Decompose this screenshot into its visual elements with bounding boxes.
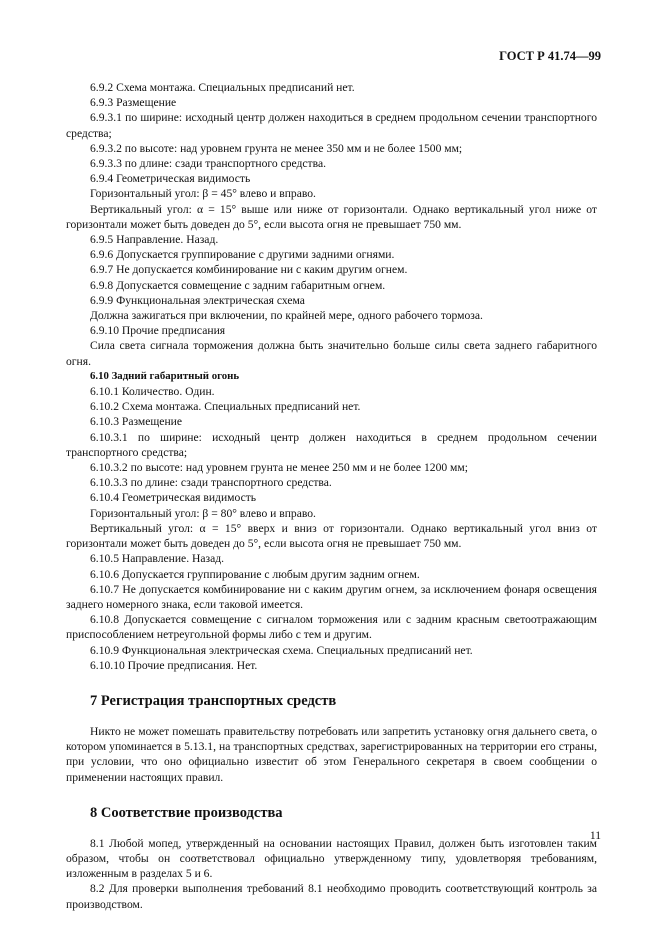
paragraph-6-9-9: 6.9.9 Функциональная электрическая схема [90,293,305,307]
section-7-title: 7 Регистрация транспортных средств [90,692,337,709]
paragraph-6-9-9-text: Должна зажигаться при включении, по крайней мере, одного рабочего тормоза. [90,309,483,323]
paragraph-6-9-7: 6.9.7 Не допускается комбинирование ни с каким другим огнем. [90,263,408,277]
paragraph-6-10-2: 6.10.2 Схема монтажа. Специальных предписаний нет. [90,400,361,414]
subsection-6-10-title: 6.10 Задний габаритный огонь [90,369,240,382]
paragraph-6-10-4-vertical: Вертикальный угол: α = 15° вверх и вниз от горизонтали. Однако вертикальный угол вниз от горизонтали может быть доведен до 5°, если высота огня не превышает 750 мм. [66,521,597,551]
paragraph-6-10-4-horizontal: Горизонтальный угол: β = 80° влево и вправо. [90,506,316,520]
paragraph-6-10-3-1: 6.10.3.1 по ширине: исходный центр должен находиться в среднем продольном сечении транспортного средства; [66,430,597,459]
paragraph-6-9-3-1: 6.9.3.1 по ширине: исходный центр должен находиться в среднем продольном сечении транспортного средства; [66,111,597,140]
paragraph-6-10-1: 6.10.1 Количество. Один. [90,385,215,399]
paragraph-8-2: 8.2 Для проверки выполнения требований 8.1 необходимо проводить соответствующий контроль за производством. [66,882,597,911]
paragraph-6-10-7: 6.10.7 Не допускается комбинирование ни с каким другим огнем, за исключением фонаря освещения заднего номерного знака, если таковой имеется. [66,582,597,611]
paragraph-6-9-4-horizontal: Горизонтальный угол: β = 45° влево и вправо. [90,187,316,201]
paragraph-6-9-6: 6.9.6 Допускается группирование с другими задними огнями. [90,248,395,262]
paragraph-6-10-6: 6.10.6 Допускается группирование с любым другим задним огнем. [90,567,420,581]
paragraph-6-10-5: 6.10.5 Направление. Назад. [90,552,225,566]
paragraph-6-9-3: 6.9.3 Размещение [90,96,177,110]
paragraph-8-1: 8.1 Любой мопед, утвержденный на основании настоящих Правил, должен быть изготовлен таким образом, чтобы он соответствовал официально утвержденному типу, удовлетворяя требованиям, изложенным в разделах 5 и 6. [66,836,597,881]
document-code: ГОСТ Р 41.74—99 [499,49,601,63]
paragraph-6-10-3: 6.10.3 Размещение [90,415,183,429]
paragraph-6-10-9: 6.10.9 Функциональная электрическая схема. Специальных предписаний нет. [90,643,473,657]
paragraph-6-10-4: 6.10.4 Геометрическая видимость [90,491,257,505]
paragraph-6-10-10: 6.10.10 Прочие предписания. Нет. [90,658,258,672]
paragraph-6-9-2: 6.9.2 Схема монтажа. Специальных предписаний нет. [90,81,355,94]
section-8-title: 8 Соответствие производства [90,804,283,821]
paragraph-6-10-3-3: 6.10.3.3 по длине: сзади транспортного средства. [90,476,332,490]
paragraph-6-9-10-text: Сила света сигнала торможения должна быть значительно больше силы света заднего габаритного огня. [66,339,597,368]
document-body [66,80,597,912]
paragraph-6-9-10: 6.9.10 Прочие предписания [90,324,226,338]
paragraph-6-9-5: 6.9.5 Направление. Назад. [90,233,219,247]
paragraph-6-10-8: 6.10.8 Допускается совмещение с сигналом торможения или с задним красным светоотражающим приспособлением нетреугольной формы либо с тем и другим. [66,613,597,642]
paragraph-6-9-4: 6.9.4 Геометрическая видимость [90,172,251,186]
paragraph-6-9-4-vertical: Вертикальный угол: α = 15° выше или ниже от горизонтали. Однако вертикальный угол ниже от горизонтали может быть доведен до 5°, если высота огня не превышает 750 мм. [66,202,597,231]
section-7-text: Никто не может помешать правительству потребовать или запретить установку огня дальнего света, о котором упоминается в 5.13.1, на транспортных средствах, зарегистрированных на территории его страны, при условии, что оно официально известит об этом Генерального секретаря в своем сообщении о применении настоящих правил. [66,724,597,784]
paragraph-6-9-3-2: 6.9.3.2 по высоте: над уровнем грунта не менее 350 мм и не более 1500 мм; [90,141,463,155]
page-number: 11 [589,829,601,842]
paragraph-6-9-3-3: 6.9.3.3 по длине: сзади транспортного средства. [90,157,326,171]
paragraph-6-10-3-2: 6.10.3.2 по высоте: над уровнем грунта не менее 250 мм и не более 1200 мм; [90,461,468,475]
paragraph-6-9-8: 6.9.8 Допускается совмещение с задним габаритным огнем. [90,278,386,292]
